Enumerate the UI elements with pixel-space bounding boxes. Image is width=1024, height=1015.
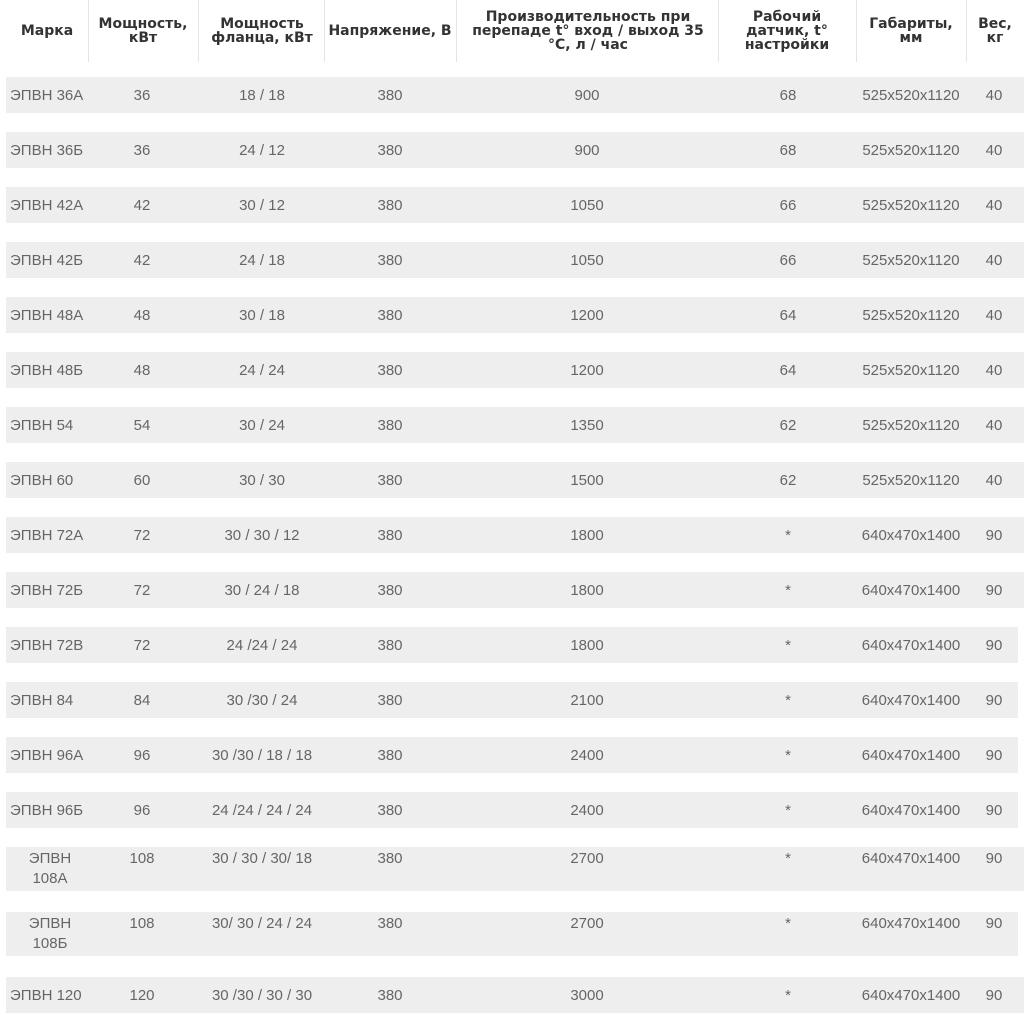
cell-productivity: 900 xyxy=(574,86,600,104)
cell-dimensions: 525х520х1120 xyxy=(862,361,960,379)
cell-flange: 30 /30 / 30 / 30 xyxy=(211,986,313,1004)
cell-flange: 30 / 24 / 18 xyxy=(224,581,300,599)
cell-productivity: 900 xyxy=(574,141,600,159)
cell-dimensions: 525х520х1120 xyxy=(862,306,960,324)
cell-productivity: 3000 xyxy=(570,986,604,1004)
cell-weight: 90 xyxy=(985,915,1003,932)
table-row xyxy=(6,847,1024,891)
cell-dimensions: 640х470х1400 xyxy=(861,915,961,932)
cell-dimensions: 525х520х1120 xyxy=(862,86,960,104)
cell-sensor: * xyxy=(785,986,791,1004)
header-divider xyxy=(456,0,457,62)
cell-productivity: 1200 xyxy=(570,306,604,324)
cell-brand: ЭПВН 36Б xyxy=(10,141,84,159)
cell-brand: ЭПВН 48Б xyxy=(10,361,84,379)
table-row xyxy=(6,627,1018,663)
cell-productivity: 1800 xyxy=(570,581,604,599)
cell-weight: 40 xyxy=(985,306,1003,324)
header-flange: Мощность фланца, кВт xyxy=(211,16,313,46)
cell-voltage: 380 xyxy=(377,746,403,764)
cell-productivity: 2100 xyxy=(570,691,604,709)
table-row xyxy=(6,187,1024,223)
cell-voltage: 380 xyxy=(377,526,403,544)
cell-voltage: 380 xyxy=(377,361,403,379)
cell-power: 72 xyxy=(133,581,151,599)
cell-weight: 90 xyxy=(985,986,1003,1004)
cell-flange: 30 / 12 xyxy=(239,196,285,214)
header-productivity: Производительность при перепаде t° вход / выход 35 °C, л / час xyxy=(472,9,704,53)
cell-dimensions: 525х520х1120 xyxy=(862,471,960,489)
table-row xyxy=(6,132,1024,168)
cell-flange: 30 / 30 xyxy=(239,471,285,489)
cell-power: 48 xyxy=(133,306,151,324)
cell-voltage: 380 xyxy=(377,986,403,1004)
cell-flange: 24 / 18 xyxy=(239,251,285,269)
cell-sensor: * xyxy=(785,526,791,544)
cell-dimensions: 640х470х1400 xyxy=(861,526,961,544)
cell-power: 42 xyxy=(133,251,151,269)
cell-flange: 18 / 18 xyxy=(239,86,285,104)
cell-brand: ЭПВН 96Б xyxy=(10,801,84,819)
cell-flange: 30 / 30 / 30/ 18 xyxy=(211,850,313,867)
cell-voltage: 380 xyxy=(377,691,403,709)
cell-sensor: * xyxy=(785,746,791,764)
table-row xyxy=(6,792,1018,828)
cell-sensor: 62 xyxy=(779,416,797,434)
table-row xyxy=(6,297,1024,333)
cell-weight: 40 xyxy=(985,141,1003,159)
cell-power: 96 xyxy=(133,746,151,764)
table-row xyxy=(6,462,1024,498)
cell-power: 60 xyxy=(133,471,151,489)
cell-productivity: 1800 xyxy=(570,526,604,544)
cell-sensor: * xyxy=(785,691,791,709)
cell-voltage: 380 xyxy=(377,471,403,489)
cell-productivity: 1200 xyxy=(570,361,604,379)
table-row xyxy=(6,352,1024,388)
cell-flange: 24 / 12 xyxy=(239,141,285,159)
header-weight: Вес, кг xyxy=(978,16,1012,46)
cell-sensor: * xyxy=(785,801,791,819)
cell-dimensions: 525х520х1120 xyxy=(862,141,960,159)
cell-sensor: * xyxy=(785,850,791,867)
cell-dimensions: 525х520х1120 xyxy=(862,416,960,434)
cell-sensor: 68 xyxy=(779,86,797,104)
cell-voltage: 380 xyxy=(377,581,403,599)
cell-brand: ЭПВН 84 xyxy=(10,691,74,709)
header-divider xyxy=(88,0,89,62)
header-divider xyxy=(966,0,967,62)
cell-brand: ЭПВН 120 xyxy=(10,986,82,1004)
cell-productivity: 1500 xyxy=(570,471,604,489)
cell-weight: 90 xyxy=(985,746,1003,764)
cell-brand: ЭПВН 96А xyxy=(10,746,84,764)
cell-productivity: 2400 xyxy=(570,746,604,764)
cell-power: 42 xyxy=(133,196,151,214)
cell-brand: ЭПВН 36А xyxy=(10,86,84,104)
cell-brand: ЭПВН 108Б xyxy=(28,915,72,952)
cell-brand: ЭПВН 72А xyxy=(10,526,84,544)
cell-sensor: 64 xyxy=(779,306,797,324)
cell-productivity: 1350 xyxy=(570,416,604,434)
cell-weight: 90 xyxy=(985,801,1003,819)
cell-sensor: 66 xyxy=(779,251,797,269)
cell-sensor: * xyxy=(785,636,791,654)
cell-power: 84 xyxy=(133,691,151,709)
cell-dimensions: 640х470х1400 xyxy=(861,581,961,599)
cell-power: 72 xyxy=(133,636,151,654)
cell-power: 72 xyxy=(133,526,151,544)
table-row xyxy=(6,77,1024,113)
cell-brand: ЭПВН 72Б xyxy=(10,581,84,599)
cell-dimensions: 640х470х1400 xyxy=(861,746,961,764)
header-divider xyxy=(718,0,719,62)
cell-dimensions: 640х470х1400 xyxy=(861,850,961,867)
cell-flange: 30 /30 / 24 xyxy=(226,691,298,709)
cell-weight: 40 xyxy=(985,471,1003,489)
cell-dimensions: 525х520х1120 xyxy=(862,251,960,269)
cell-weight: 90 xyxy=(985,850,1003,867)
cell-weight: 40 xyxy=(985,416,1003,434)
table-row xyxy=(6,977,1024,1013)
cell-weight: 90 xyxy=(985,526,1003,544)
cell-dimensions: 640х470х1400 xyxy=(861,801,961,819)
cell-dimensions: 640х470х1400 xyxy=(861,986,961,1004)
cell-flange: 30 /30 / 18 / 18 xyxy=(211,746,313,764)
cell-flange: 30 / 18 xyxy=(239,306,285,324)
cell-productivity: 1050 xyxy=(570,196,604,214)
cell-productivity: 1050 xyxy=(570,251,604,269)
header-divider xyxy=(198,0,199,62)
cell-dimensions: 525х520х1120 xyxy=(862,196,960,214)
table-row xyxy=(6,242,1024,278)
cell-flange: 30 / 24 xyxy=(239,416,285,434)
cell-weight: 40 xyxy=(985,251,1003,269)
cell-voltage: 380 xyxy=(377,915,403,932)
header-dimensions: Габариты, мм xyxy=(869,16,953,46)
cell-sensor: * xyxy=(785,915,791,932)
table-row xyxy=(6,737,1018,773)
cell-flange: 24 /24 / 24 xyxy=(226,636,298,654)
cell-power: 120 xyxy=(129,986,155,1004)
cell-voltage: 380 xyxy=(377,86,403,104)
table-row xyxy=(6,517,1024,553)
cell-power: 54 xyxy=(133,416,151,434)
table-row xyxy=(6,682,1018,718)
cell-voltage: 380 xyxy=(377,196,403,214)
cell-flange: 30/ 30 / 24 / 24 xyxy=(211,915,313,932)
cell-weight: 90 xyxy=(985,691,1003,709)
table-header xyxy=(0,0,1024,62)
cell-flange: 30 / 30 / 12 xyxy=(224,526,300,544)
cell-power: 36 xyxy=(133,141,151,159)
cell-power: 96 xyxy=(133,801,151,819)
cell-power: 108 xyxy=(129,915,155,932)
table-row xyxy=(6,407,1024,443)
cell-productivity: 2700 xyxy=(570,915,604,932)
cell-brand: ЭПВН 108А xyxy=(28,850,72,887)
cell-voltage: 380 xyxy=(377,306,403,324)
cell-weight: 90 xyxy=(985,581,1003,599)
cell-power: 48 xyxy=(133,361,151,379)
cell-flange: 24 / 24 xyxy=(239,361,285,379)
cell-brand: ЭПВН 48А xyxy=(10,306,84,324)
cell-sensor: 62 xyxy=(779,471,797,489)
cell-voltage: 380 xyxy=(377,141,403,159)
cell-dimensions: 640х470х1400 xyxy=(861,636,961,654)
header-power: Мощность, кВт xyxy=(98,16,188,46)
cell-sensor: 66 xyxy=(779,196,797,214)
cell-productivity: 2700 xyxy=(570,850,604,867)
cell-weight: 40 xyxy=(985,196,1003,214)
header-divider xyxy=(856,0,857,62)
cell-sensor: * xyxy=(785,581,791,599)
cell-voltage: 380 xyxy=(377,850,403,867)
cell-power: 108 xyxy=(129,850,155,867)
cell-sensor: 64 xyxy=(779,361,797,379)
cell-power: 36 xyxy=(133,86,151,104)
header-brand: Марка xyxy=(20,23,74,39)
cell-voltage: 380 xyxy=(377,251,403,269)
cell-brand: ЭПВН 72В xyxy=(10,636,84,654)
cell-weight: 40 xyxy=(985,86,1003,104)
cell-weight: 90 xyxy=(985,636,1003,654)
cell-productivity: 2400 xyxy=(570,801,604,819)
cell-sensor: 68 xyxy=(779,141,797,159)
header-voltage: Напряжение, В xyxy=(328,23,452,39)
cell-brand: ЭПВН 60 xyxy=(10,471,74,489)
table-row xyxy=(6,912,1018,956)
header-divider xyxy=(324,0,325,62)
cell-brand: ЭПВН 42Б xyxy=(10,251,84,269)
cell-voltage: 380 xyxy=(377,801,403,819)
cell-brand: ЭПВН 42А xyxy=(10,196,84,214)
table-row xyxy=(6,572,1024,608)
cell-voltage: 380 xyxy=(377,636,403,654)
cell-voltage: 380 xyxy=(377,416,403,434)
cell-brand: ЭПВН 54 xyxy=(10,416,74,434)
cell-flange: 24 /24 / 24 / 24 xyxy=(211,801,313,819)
header-sensor: Рабочий датчик, t° настройки xyxy=(744,9,830,53)
cell-dimensions: 640х470х1400 xyxy=(861,691,961,709)
cell-productivity: 1800 xyxy=(570,636,604,654)
cell-weight: 40 xyxy=(985,361,1003,379)
